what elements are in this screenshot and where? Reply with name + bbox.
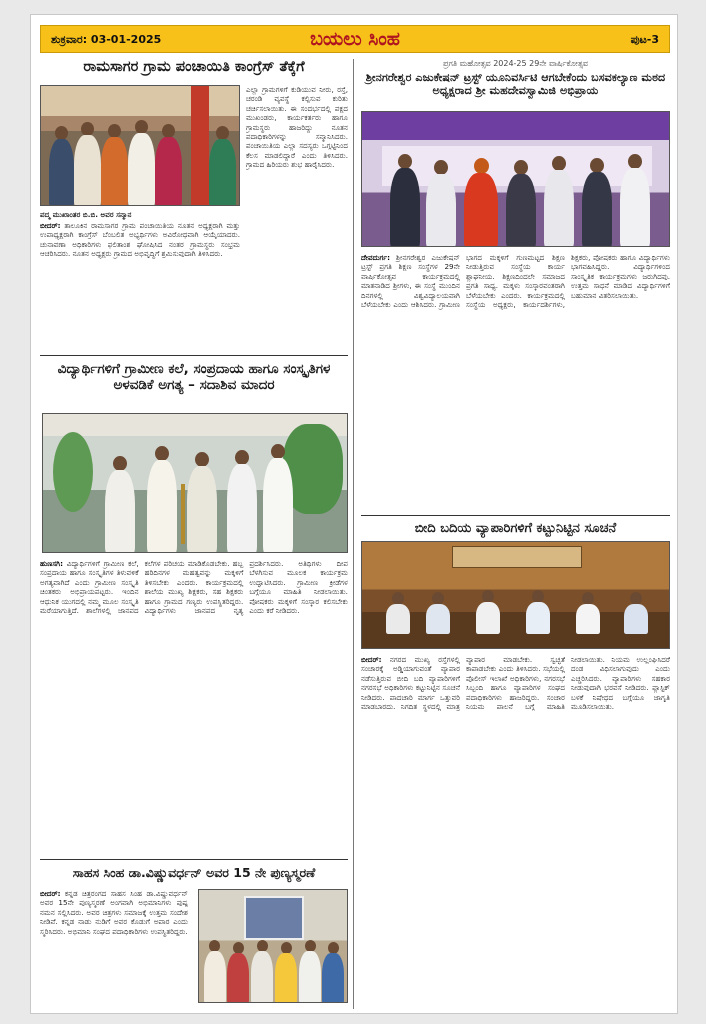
masthead [40,25,670,53]
story5-body-text: ಕನ್ನಡ ಚಿತ್ರರಂಗದ ಸಾಹಸ ಸಿಂಹ ಡಾ.ವಿಷ್ಣುವರ್ಧನ್ ಅವರ 15ನೇ ಪುಣ್ಯಸ್ಮರಣೆ ಅಂಗವಾಗಿ ಅಭಿಮಾನಿಗಳು ಪುಷ್ಪ ನಮನ ಸಲ್ಲಿಸಿದರು. ಅವರ ಚಿತ್ರಗಳು ಸಮಾಜಕ್ಕೆ ಉತ್ತಮ ಸಂದೇಶ ನೀಡಿವೆ. ಕನ್ನಡ ನಾಡು ನುಡಿಗೆ ಅವರ ಕೊಡುಗೆ ಅಪಾರ ಎಂದು ಸ್ಮರಿಸಿದರು. ಅಭಿಮಾನಿ ಸಂಘದ ಪದಾಧಿಕಾರಿಗಳು ಉಪಸ್ಥಿತರಿದ್ದರು. [40,889,188,936]
story2-byline: ದೇವದುರ್ಗ: [361,253,391,262]
newspaper-title: ಬಯಲು ಸಿಂಹ [310,28,400,50]
story1-body-left [40,221,240,349]
story2-body-text: ಶ್ರೀನಗರೇಶ್ವರ ಎಜುಕೇಷನ್ ಟ್ರಸ್ಟ್ ಪ್ರಗತಿ ಶಿಕ್ಷಣ ಸಂಸ್ಥೆಗಳ 29ನೇ ವಾರ್ಷಿಕೋತ್ಸವ ಕಾರ್ಯಕ್ರಮದಲ್ಲಿ ಮಾತನಾಡಿದ ಶ್ರೀಗಳು, ಈ ಸಂಸ್ಥೆ ಮುಂದಿನ ದಿನಗಳಲ್ಲಿ ವಿಶ್ವವಿದ್ಯಾಲಯವಾಗಿ ಬೆಳೆಯಬೇಕು ಎಂದು ಆಶಿಸಿದರು. ಗ್ರಾಮೀಣ ಭಾಗದ ಮಕ್ಕಳಿಗೆ ಗುಣಮಟ್ಟದ ಶಿಕ್ಷಣ ನೀಡುತ್ತಿರುವ ಸಂಸ್ಥೆಯ ಕಾರ್ಯ ಶ್ಲಾಘನೀಯ. ಶಿಕ್ಷಣದಿಂದಲೇ ಸಮಾಜದ ಪ್ರಗತಿ ಸಾಧ್ಯ. ಮಕ್ಕಳು ಸಂಸ್ಕಾರವಂತರಾಗಿ ಬೆಳೆಯಬೇಕು ಎಂದರು. ಕಾರ್ಯಕ್ರಮದಲ್ಲಿ ಸಂಸ್ಥೆಯ ಅಧ್ಯಕ್ಷರು, ಕಾರ್ಯದರ್ಶಿಗಳು, ಶಿಕ್ಷಕರು, ಪೋಷಕರು ಹಾಗೂ ವಿದ್ಯಾರ್ಥಿಗಳು ಭಾಗವಹಿಸಿದ್ದರು. ವಿದ್ಯಾರ್ಥಿಗಳಿಂದ ಸಾಂಸ್ಕೃತಿಕ ಕಾರ್ಯಕ್ರಮಗಳು ಜರುಗಿದವು. ಉತ್ತಮ ಸಾಧನೆ ಮಾಡಿದ ವಿದ್ಯಾರ್ಥಿಗಳಿಗೆ ಬಹುಮಾನ ವಿತರಿಸಲಾಯಿತು. [361,253,670,310]
group-felicitation-photo [40,85,240,206]
divider [40,355,348,356]
story5-headline: ಸಾಹಸ ಸಿಂಹ ಡಾ.ವಿಷ್ಣುವರ್ಧನ್ ಅವರ 15 ನೇ ಪುಣ್ಯಸ್ಮರಣೆ [72,865,316,880]
meeting-hall-photo [361,541,670,649]
newspaper-page [30,14,678,1014]
lamp-lighting-photo [42,413,348,553]
tribute-group-photo [198,889,348,1003]
column-divider [353,59,354,1009]
story1-body-text: ತಾಲೂಕಿನ ರಾಮಸಾಗರ ಗ್ರಾಮ ಪಂಚಾಯಿತಿಯ ನೂತನ ಅಧ್ಯಕ್ಷರಾಗಿ ಮತ್ತು ಉಪಾಧ್ಯಕ್ಷರಾಗಿ ಕಾಂಗ್ರೆಸ್ ಬೆಂಬಲಿತ ಅಭ್ಯರ್ಥಿಗಳು ಅವಿರೋಧವಾಗಿ ಆಯ್ಕೆಯಾದರು. ಚುನಾವಣಾ ಅಧಿಕಾರಿಗಳು ಫಲಿತಾಂಶ ಘೋಷಿಸಿದ ನಂತರ ಗ್ರಾಮಸ್ಥರು ಸಂಭ್ರಮ ಆಚರಿಸಿದರು. ನೂತನ ಅಧ್ಯಕ್ಷರು ಗ್ರಾಮದ ಅಭಿವೃದ್ಧಿಗೆ ಶ್ರಮಿಸುವುದಾಗಿ ತಿಳಿಸಿದರು. [40,221,240,259]
story1-byline: ಬೀದರ್: [40,221,61,230]
right-column [361,59,670,1009]
story4-body [361,655,670,1009]
story1-caption: ಪದ್ಮ ಮುಖಾಂತರ ಬಿ.ಬಿ. ಅವರ ಸನ್ಮಾನ [40,210,132,219]
story2-kicker: ಪ್ರಗತಿ ಮಹೋತ್ಸವ 2024-25 29ನೇ ವಾರ್ಷಿಕೋತ್ಸವ [443,59,588,68]
story3-headline: ವಿದ್ಯಾರ್ಥಿಗಳಿಗೆ ಗ್ರಾಮೀಣ ಕಲೆ, ಸಂಪ್ರದಾಯ ಹಾಗೂ ಸಂಸ್ಕೃತಿಗಳ ಅಳವಡಿಕೆ ಅಗತ್ಯ – ಸದಾಶಿವ ಮಾದರ [57,361,331,394]
story5-body [40,889,188,1009]
story3-body [40,559,348,855]
story3-byline: ಹುಣಸಗಿ: [40,559,63,568]
story1-body-right: ಎಲ್ಲಾ ಗ್ರಾಮಗಳಿಗೆ ಕುಡಿಯುವ ನೀರು, ರಸ್ತೆ, ಚರಂಡಿ ವ್ಯವಸ್ಥೆ ಕಲ್ಪಿಸುವ ಕುರಿತು ಚರ್ಚಿಸಲಾಯಿತು. ಈ ಸಂದರ್ಭದಲ್ಲಿ ಪಕ್ಷದ ಮುಖಂಡರು, ಕಾರ್ಯಕರ್ತರು ಹಾಗೂ ಗ್ರಾಮಸ್ಥರು ಹಾಜರಿದ್ದು ನೂತನ ಪದಾಧಿಕಾರಿಗಳನ್ನು ಸನ್ಮಾನಿಸಿದರು. ಪಂಚಾಯಿತಿಯ ಎಲ್ಲಾ ಸದಸ್ಯರು ಒಗ್ಗಟ್ಟಿನಿಂದ ಕೆಲಸ ಮಾಡಲಿದ್ದಾರೆ ಎಂದು ತಿಳಿಸಿದರು. ಗ್ರಾಮದ ಹಿರಿಯರು ಶುಭ ಹಾರೈಸಿದರು. [246,85,348,170]
page-number: ಪುಟ-3 [630,33,659,46]
story2-headline: ಶ್ರೀನಗರೇಶ್ವರ ಎಜುಕೇಷನ್ ಟ್ರಸ್ಟ್ ಯೂನಿವರ್ಸಿಟಿ ಆಗಬೇಕೆಂದು ಬಸವಕಲ್ಯಾಣ ಮಠದ ಅಧ್ಯಕ್ಷರಾದ ಶ್ರೀ ಮಹದೇವಸ್ವಾಮಿಜಿ ಅಭಿಪ್ರಾಯ [365,71,666,98]
story4-headline: ಬೀದಿ ಬದಿಯ ವ್ಯಾಪಾರಿಗಳಿಗೆ ಕಟ್ಟುನಿಟ್ಟಿನ ಸೂಚನೆ [414,521,617,536]
story4-byline: ಬೀದರ್: [361,655,382,664]
story1-headline: ರಾಮಸಾಗರ ಗ್ರಾಮ ಪಂಚಾಯಿತಿ ಕಾಂಗ್ರೆಸ್ ತೆಕ್ಕೆಗೆ [83,59,305,75]
stage-event-photo [361,111,670,247]
left-column [40,59,348,1009]
issue-date: ಶುಕ್ರವಾರ: 03-01-2025 [51,33,162,46]
divider [361,515,670,516]
story3-body-text: ವಿದ್ಯಾರ್ಥಿಗಳಿಗೆ ಗ್ರಾಮೀಣ ಕಲೆ, ಸಂಪ್ರದಾಯ ಹಾಗೂ ಸಂಸ್ಕೃತಿಗಳ ತಿಳುವಳಿಕೆ ಅಗತ್ಯವಾಗಿದೆ ಎಂದು ಗ್ರಾಮೀಣ ಸಂಸ್ಕೃತಿ ಚಿಂತಕರು ಅಭಿಪ್ರಾಯಪಟ್ಟರು. ಇಂದಿನ ಆಧುನಿಕ ಯುಗದಲ್ಲಿ ನಮ್ಮ ಮೂಲ ಸಂಸ್ಕೃತಿ ಮರೆಯಾಗುತ್ತಿದೆ. ಶಾಲೆಗಳಲ್ಲಿ ಜಾನಪದ ಕಲೆಗಳ ಪರಿಚಯ ಮಾಡಿಕೊಡಬೇಕು. ಹಬ್ಬ ಹರಿದಿನಗಳ ಮಹತ್ವವನ್ನು ಮಕ್ಕಳಿಗೆ ತಿಳಿಸಬೇಕು ಎಂದರು. ಕಾರ್ಯಕ್ರಮದಲ್ಲಿ ಶಾಲೆಯ ಮುಖ್ಯ ಶಿಕ್ಷಕರು, ಸಹ ಶಿಕ್ಷಕರು ಹಾಗೂ ಗ್ರಾಮದ ಗಣ್ಯರು ಉಪಸ್ಥಿತರಿದ್ದರು. ವಿದ್ಯಾರ್ಥಿಗಳು ಜಾನಪದ ನೃತ್ಯ ಪ್ರದರ್ಶಿಸಿದರು. ಅತಿಥಿಗಳು ದೀಪ ಬೆಳಗಿಸುವ ಮೂಲಕ ಕಾರ್ಯಕ್ರಮ ಉದ್ಘಾಟಿಸಿದರು. ಗ್ರಾಮೀಣ ಕ್ರೀಡೆಗಳ ಬಗ್ಗೆಯೂ ಮಾಹಿತಿ ನೀಡಲಾಯಿತು. ಪೋಷಕರು ಮಕ್ಕಳಿಗೆ ಸಂಸ್ಕಾರ ಕಲಿಸಬೇಕು ಎಂದು ಕರೆ ನೀಡಿದರು. [40,559,348,616]
story4-body-text: ನಗರದ ಮುಖ್ಯ ರಸ್ತೆಗಳಲ್ಲಿ ಸಂಚಾರಕ್ಕೆ ಅಡ್ಡಿಯಾಗುವಂತೆ ವ್ಯಾಪಾರ ನಡೆಸುತ್ತಿರುವ ಬೀದಿ ಬದಿ ವ್ಯಾಪಾರಿಗಳಿಗೆ ನಗರಸಭೆ ಅಧಿಕಾರಿಗಳು ಕಟ್ಟುನಿಟ್ಟಿನ ಸೂಚನೆ ನೀಡಿದರು. ಪಾದಚಾರಿ ಮಾರ್ಗ ಒತ್ತುವರಿ ಮಾಡಬಾರದು. ನಿಗದಿತ ಸ್ಥಳದಲ್ಲಿ ಮಾತ್ರ ವ್ಯಾಪಾರ ಮಾಡಬೇಕು. ಸ್ವಚ್ಛತೆ ಕಾಪಾಡಬೇಕು ಎಂದು ತಿಳಿಸಿದರು. ಸಭೆಯಲ್ಲಿ ಪೊಲೀಸ್ ಇಲಾಖೆ ಅಧಿಕಾರಿಗಳು, ನಗರಸಭೆ ಸಿಬ್ಬಂದಿ ಹಾಗೂ ವ್ಯಾಪಾರಿಗಳ ಸಂಘದ ಪದಾಧಿಕಾರಿಗಳು ಹಾಜರಿದ್ದರು. ಸಂಚಾರ ನಿಯಮ ಪಾಲನೆ ಬಗ್ಗೆ ಮಾಹಿತಿ ನೀಡಲಾಯಿತು. ನಿಯಮ ಉಲ್ಲಂಘಿಸಿದರೆ ದಂಡ ವಿಧಿಸಲಾಗುವುದು ಎಂದು ಎಚ್ಚರಿಸಿದರು. ವ್ಯಾಪಾರಿಗಳು ಸಹಕಾರ ನೀಡುವುದಾಗಿ ಭರವಸೆ ನೀಡಿದರು. ಪ್ಲಾಸ್ಟಿಕ್ ಬಳಕೆ ನಿಷೇಧದ ಬಗ್ಗೆಯೂ ಜಾಗೃತಿ ಮೂಡಿಸಲಾಯಿತು. [361,655,670,712]
divider [40,859,348,860]
story2-body [361,253,670,511]
story5-byline: ಬೀದರ್: [40,889,61,898]
